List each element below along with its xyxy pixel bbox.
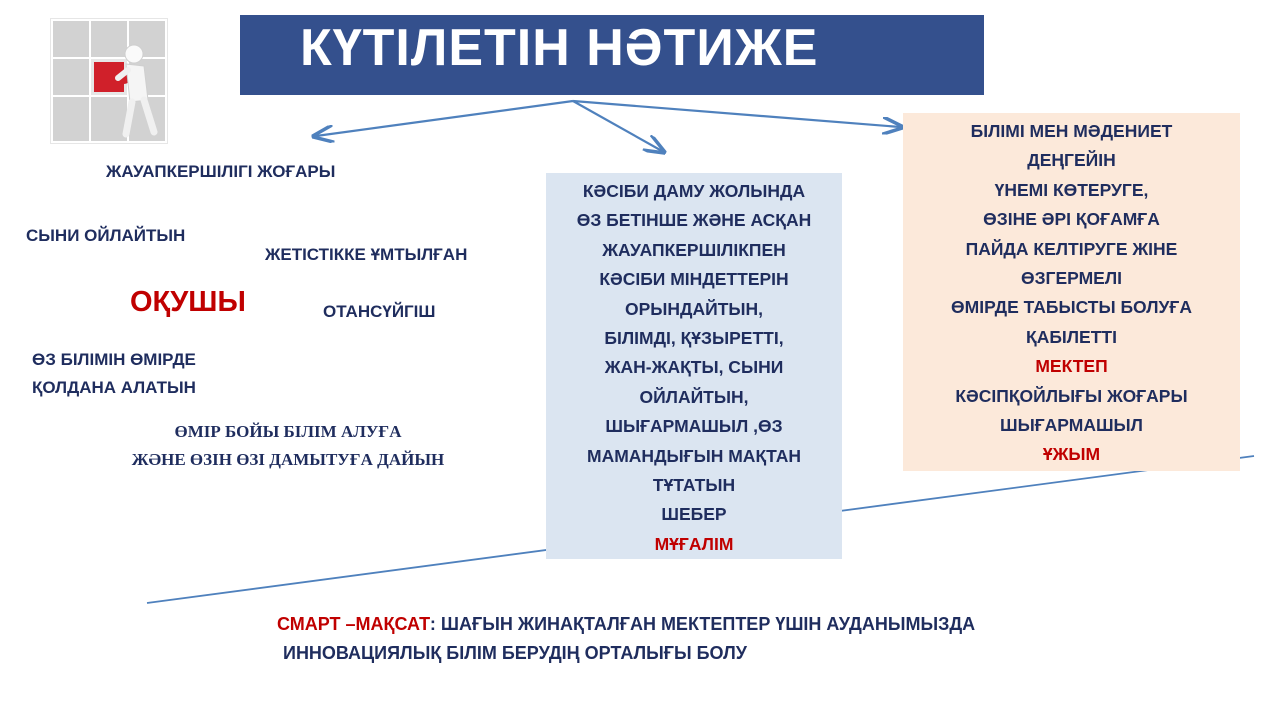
school-line: ҮНЕМІ КӨТЕРУГЕ, bbox=[994, 179, 1149, 200]
teacher-line: КӘСІБИ ДАМУ ЖОЛЫНДА bbox=[582, 181, 806, 201]
school-line: ДЕҢГЕЙІН bbox=[1027, 150, 1116, 171]
collective-label: ҰЖЫМ bbox=[1042, 444, 1101, 465]
trait-apply bbox=[32, 346, 196, 402]
school-line: ӨМІРДЕ ТАБЫСТЫ БОЛУҒА bbox=[951, 297, 1192, 318]
teacher-line: ЖАН-ЖАҚТЫ, СЫНИ bbox=[604, 357, 784, 378]
student-label: ОҚУШЫ bbox=[130, 286, 246, 318]
smart-goal-text2: ИННОВАЦИЯЛЫҚ БІЛІМ БЕРУДІҢ ОРТАЛЫҒЫ БОЛУ bbox=[283, 643, 747, 663]
school-line: ӨЗІНЕ ӘРІ ҚОҒАМҒА bbox=[983, 209, 1160, 230]
school-line: ШЫҒАРМАШЫЛ bbox=[1000, 415, 1143, 436]
teacher-line: ШЕБЕР bbox=[661, 504, 727, 525]
smart-goal-line1 bbox=[277, 610, 975, 639]
trait-apply-line1: ӨЗ БІЛІМІН ӨМІРДЕ bbox=[32, 350, 196, 369]
teacher-box bbox=[546, 173, 842, 559]
teacher-line: ОРЫНДАЙТЫН, bbox=[624, 298, 764, 319]
school-line: ҚАБІЛЕТТІ bbox=[1026, 326, 1117, 347]
smart-goal-text1: ШАҒЫН ЖИНАҚТАЛҒАН МЕКТЕПТЕР ҮШІН АУДАНЫМЫЗДА bbox=[435, 614, 976, 634]
teacher-line: ЖАУАПКЕРШІЛІКПЕН bbox=[602, 239, 786, 260]
page-title: КҮТІЛЕТІН НӘТИЖЕ bbox=[300, 19, 819, 77]
smart-goal bbox=[277, 610, 976, 668]
trait-lifelong bbox=[88, 418, 488, 474]
teacher-line: ОЙЛАЙТЫН, bbox=[639, 386, 749, 407]
school-box bbox=[903, 113, 1240, 471]
trait-lifelong-line2: ЖӘНЕ ӨЗІН ӨЗІ ДАМЫТУҒА ДАЙЫН bbox=[131, 450, 445, 469]
school-line: БІЛІМІ МЕН МӘДЕНИЕТ bbox=[970, 121, 1173, 141]
school-line: ПАЙДА КЕЛТІРУГЕ ЖІНЕ bbox=[965, 238, 1178, 259]
school-line: КӘСІПҚОЙЛЫҒЫ ЖОҒАРЫ bbox=[955, 385, 1188, 406]
trait-critical: СЫНИ ОЙЛАЙТЫН bbox=[26, 226, 186, 245]
teacher-line: МАМАНДЫҒЫН МАҚТАН bbox=[587, 445, 801, 466]
teacher-line: КӘСІБИ МІНДЕТТЕРІН bbox=[599, 269, 789, 290]
trait-achieving: ЖЕТІСТІККЕ ҰМТЫЛҒАН bbox=[265, 245, 468, 264]
school-line: ӨЗГЕРМЕЛІ bbox=[1020, 268, 1122, 289]
school-label: МЕКТЕП bbox=[1035, 356, 1108, 377]
smart-goal-colon: : bbox=[429, 614, 436, 634]
trait-apply-line2: ҚОЛДАНА АЛАТЫН bbox=[32, 378, 196, 397]
trait-responsible: ЖАУАПКЕРШІЛІГІ ЖОҒАРЫ bbox=[106, 162, 336, 181]
trait-lifelong-line1: ӨМІР БОЙЫ БІЛІМ АЛУҒА bbox=[174, 422, 402, 441]
teacher-line: ӨЗ БЕТІНШЕ ЖӘНЕ АСҚАН bbox=[576, 210, 812, 231]
teacher-label: МҰҒАЛІМ bbox=[654, 533, 734, 554]
teacher-line: ТҰТАТЫН bbox=[652, 475, 736, 496]
teacher-line: ШЫҒАРМАШЫЛ ,ӨЗ bbox=[605, 416, 783, 437]
teacher-line: БІЛІМДІ, ҚҰЗЫРЕТТІ, bbox=[604, 328, 784, 349]
smart-goal-label: СМАРТ –МАҚСАТ bbox=[277, 614, 430, 634]
trait-patriotic: ОТАНСҮЙГІШ bbox=[323, 302, 436, 321]
